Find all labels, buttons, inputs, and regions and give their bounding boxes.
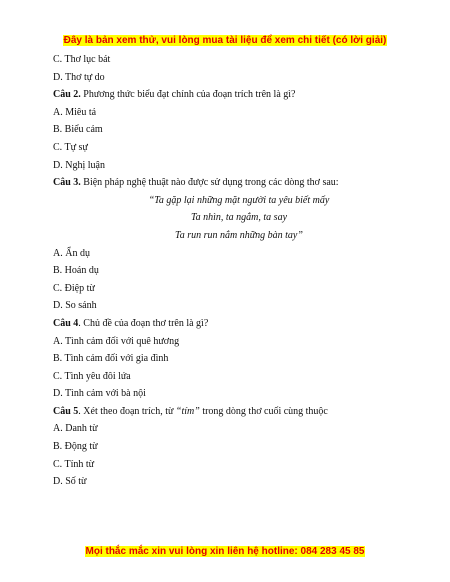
question-5-label: Câu 5	[53, 405, 79, 417]
question-5-word: “tím”	[175, 405, 200, 417]
poem-line-2: Ta nhìn, ta ngắm, ta say	[190, 212, 288, 224]
q4-option-b: B. Tình cảm đối với gia đình	[53, 353, 169, 365]
option-d-prev: D. Thơ tự do	[53, 71, 105, 83]
question-2	[53, 86, 413, 104]
question-3	[53, 174, 413, 192]
question-5-text-after: trong dòng thơ cuối cùng thuộc	[199, 405, 328, 417]
question-3-label: Câu 3.	[53, 177, 81, 189]
q3-option-d: D. So sánh	[53, 300, 97, 312]
document-body	[53, 51, 413, 491]
q3-option-b: B. Hoán dụ	[53, 265, 99, 277]
question-2-text: Phương thức biểu đạt chính của đoạn trích trên là gì?	[80, 89, 296, 101]
question-3-text: Biện pháp nghệ thuật nào được sử dụng trong các dòng thơ sau:	[80, 177, 339, 189]
preview-notice-banner	[0, 35, 450, 46]
hotline-text: Mọi thắc mắc xin vui lòng xin liên hệ hotline: 084 283 45 85	[85, 546, 365, 557]
poem-line-3: Ta run run nắm những bàn tay”	[175, 229, 303, 241]
hotline-banner	[0, 546, 450, 557]
q2-option-c: C. Tự sự	[53, 141, 88, 153]
q5-option-a: A. Danh từ	[53, 423, 98, 435]
preview-notice-text: Đây là bản xem thử, vui lòng mua tài liệu để xem chi tiết (có lời giải)	[63, 35, 387, 46]
question-4-text: . Chủ đề của đoạn thơ trên là gì?	[78, 317, 209, 329]
q3-option-a: A. Ẩn dụ	[53, 247, 90, 259]
poem-line-1: “Ta gặp lại những mặt người ta yêu biết mấy	[148, 194, 330, 206]
question-2-label: Câu 2.	[53, 89, 81, 101]
q2-option-d: D. Nghị luận	[53, 159, 105, 171]
question-5-text-before: . Xét theo đoạn trích, từ	[78, 405, 176, 417]
q2-option-b: B. Biểu cảm	[53, 124, 103, 136]
q4-option-d: D. Tình cảm với bà nội	[53, 388, 146, 400]
q5-option-b: B. Động từ	[53, 441, 98, 453]
question-4-label: Câu 4	[53, 317, 79, 329]
q4-option-c: C. Tình yêu đôi lứa	[53, 370, 131, 382]
q4-option-a: A. Tình cảm đối với quê hương	[53, 335, 180, 347]
question-4	[53, 315, 413, 333]
q5-option-c: C. Tính từ	[53, 458, 95, 470]
q5-option-d: D. Số từ	[53, 476, 87, 488]
q3-option-c: C. Điệp từ	[53, 282, 95, 294]
option-c-prev: C. Thơ lục bát	[53, 54, 111, 65]
q2-option-a: A. Miêu tả	[53, 106, 97, 118]
question-5	[53, 403, 413, 421]
